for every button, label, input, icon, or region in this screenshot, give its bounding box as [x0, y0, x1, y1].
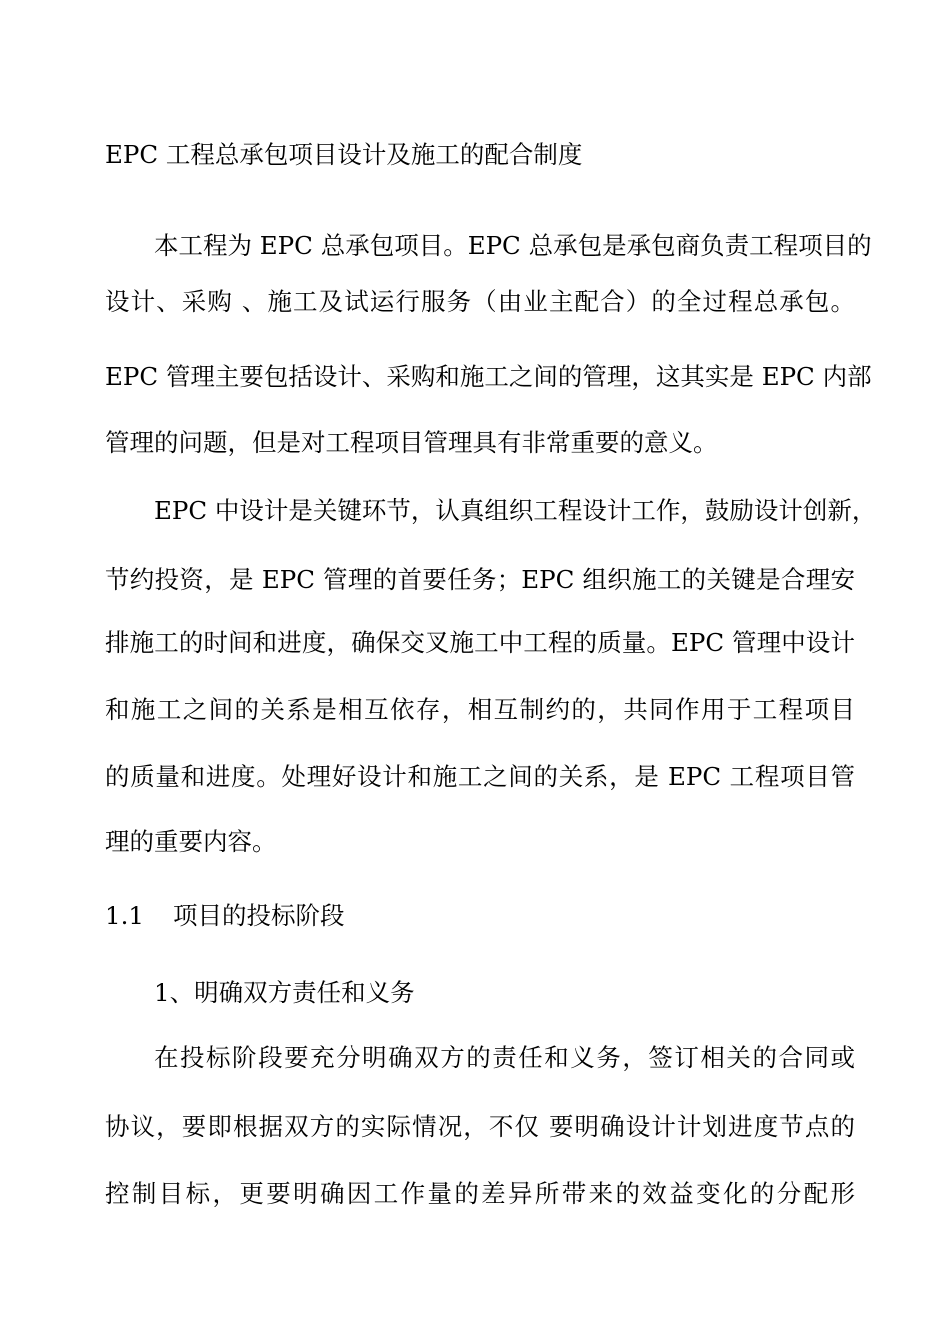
paragraph-line: 的质量和进度。处理好设计和施工之间的关系，是 EPC 工程项目管 [105, 762, 855, 791]
paragraph-line: EPC 中设计是关键环节，认真组织工程设计工作，鼓励设计创新， [154, 496, 877, 525]
section-title: 项目的投标阶段 [173, 901, 345, 930]
paragraph-line: 控制目标，更要明确因工作量的差异所带来的效益变化的分配形 [105, 1179, 855, 1208]
paragraph-line: 节约投资，是 EPC 管理的首要任务；EPC 组织施工的关键是合理安 [105, 565, 855, 594]
paragraph-line: 管理的问题，但是对工程项目管理具有非常重要的意义。 [105, 428, 718, 457]
paragraph-line: 设计、采购 、施工及试运行服务（由业主配合）的全过程总承包。 [105, 287, 855, 316]
paragraph-line: 本工程为 EPC 总承包项目。EPC 总承包是承包商负责工程项目的 [154, 231, 872, 260]
paragraph-line: EPC 管理主要包括设计、采购和施工之间的管理，这其实是 EPC 内部 [105, 362, 872, 391]
paragraph-line: 排施工的时间和进度，确保交叉施工中工程的质量。EPC 管理中设计 [105, 628, 855, 657]
section-heading [105, 901, 345, 931]
paragraph-line: 在投标阶段要充分明确双方的责任和义务，签订相关的合同或 [154, 1043, 855, 1072]
paragraph-line: 协议，要即根据双方的实际情况，不仅 要明确设计计划进度节点的 [105, 1112, 855, 1141]
paragraph-line: 和施工之间的关系是相互依存，相互制约的，共同作用于工程项目 [105, 695, 855, 724]
paragraph-line: 理的重要内容。 [105, 827, 277, 856]
document-title: EPC 工程总承包项目设计及施工的配合制度 [105, 140, 583, 169]
subsection-heading: 1、明确双方责任和义务 [154, 978, 415, 1007]
section-number: 1.1 [105, 901, 144, 930]
